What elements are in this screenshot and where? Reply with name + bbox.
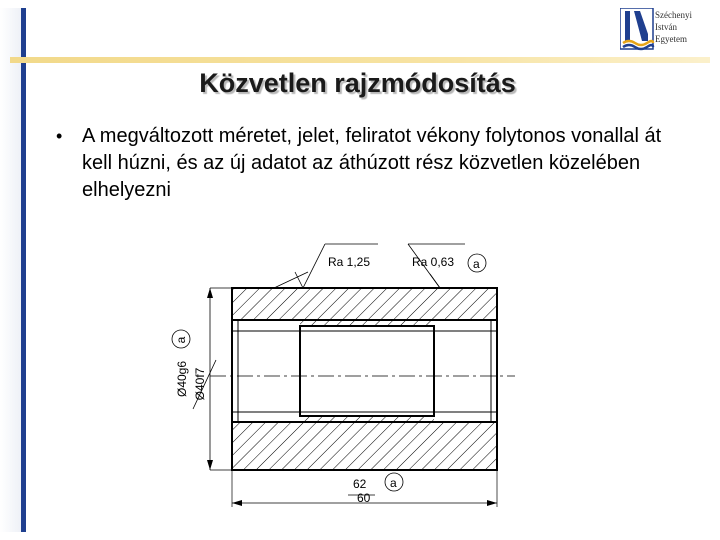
change-mark-bottom: a bbox=[390, 476, 397, 490]
header-rule bbox=[10, 57, 710, 63]
length-old-value: 60 bbox=[357, 491, 371, 505]
logo-line-3: Egyetem bbox=[655, 34, 687, 44]
bullet-marker: • bbox=[56, 126, 63, 146]
slide-title: Közvetlen rajzmódosítás bbox=[199, 68, 516, 98]
diameter-new-value: Ø40g6 bbox=[175, 360, 189, 398]
technical-drawing bbox=[150, 232, 530, 532]
logo-line-2: István bbox=[655, 22, 677, 32]
bullet-text: A megváltozott méretet, jelet, feliratot vékony folytonos vonallal át kell húzni, és az új adatot az áthúzott rész közvetlen közelében elhelyezni bbox=[82, 125, 662, 201]
change-mark-top: a bbox=[473, 257, 480, 271]
logo-line-1: Széchenyi bbox=[655, 10, 692, 20]
roughness-right-value: Ra 0,63 bbox=[412, 255, 455, 269]
change-mark-left: a bbox=[174, 336, 188, 344]
diameter-old-value: Ø40f7 bbox=[193, 367, 207, 401]
roughness-left-leader bbox=[274, 272, 308, 288]
logo-text bbox=[655, 9, 692, 45]
hatch-bottom bbox=[232, 416, 497, 470]
length-new-value: 62 bbox=[353, 477, 367, 491]
roughness-left-value: Ra 1,25 bbox=[328, 255, 371, 269]
